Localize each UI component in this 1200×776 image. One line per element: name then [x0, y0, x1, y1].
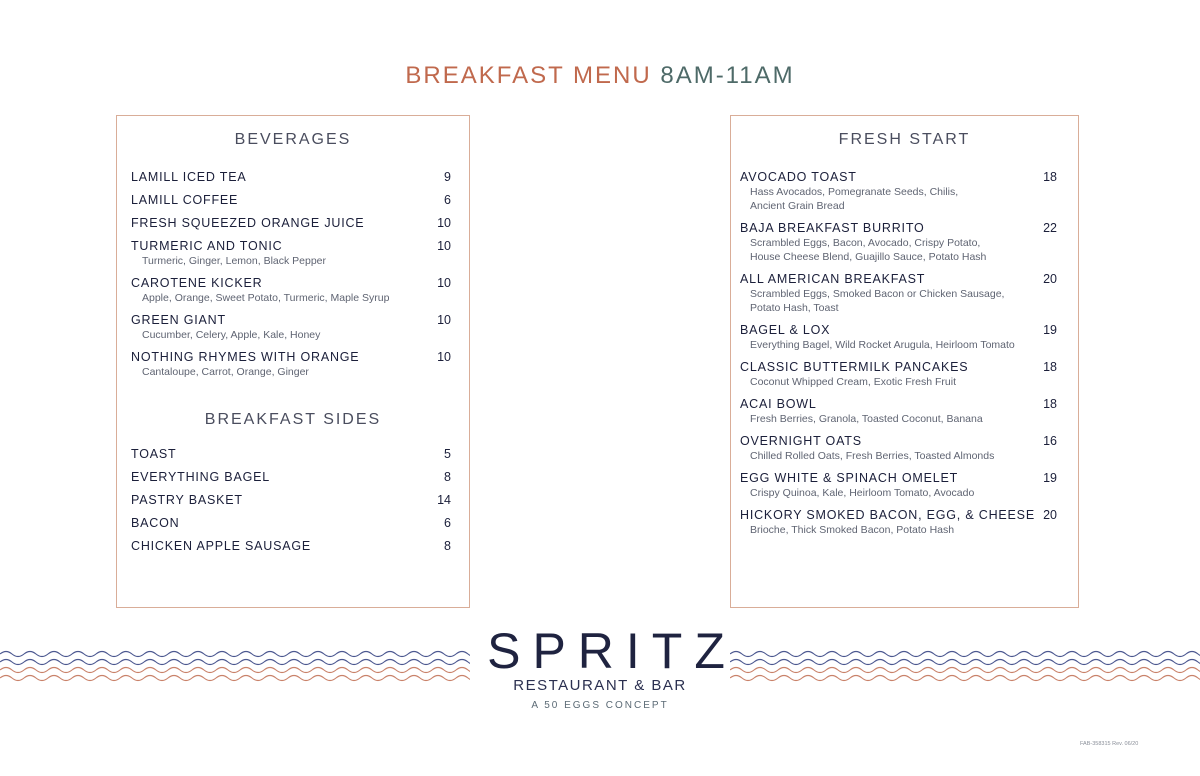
item-price: 22: [1043, 221, 1057, 235]
list-item: [740, 322, 1057, 359]
item-name: PASTRY BASKET: [131, 493, 243, 507]
item-name: EGG WHITE & SPINACH OMELET: [740, 471, 959, 485]
item-name: LAMILL ICED TEA: [131, 170, 247, 184]
item-price: 19: [1043, 471, 1057, 485]
item-name: CHICKEN APPLE SAUSAGE: [131, 539, 312, 553]
list-item: [740, 470, 1057, 507]
revision-code: FAB-358315 Rev. 06/20: [1080, 741, 1139, 747]
item-price: 18: [1043, 360, 1057, 374]
item-name: ACAI BOWL: [740, 397, 817, 411]
beverages-list: [131, 169, 451, 386]
brand-tagline: A 50 EGGS CONCEPT: [531, 700, 669, 711]
brand-logo-name: SPRITZ: [487, 623, 737, 679]
item-price: 14: [437, 493, 451, 507]
item-price: 8: [444, 539, 451, 553]
item-name: BAGEL & LOX: [740, 323, 831, 337]
list-item: [131, 349, 451, 386]
list-item: [131, 538, 451, 561]
list-item: [740, 396, 1057, 433]
item-price: 10: [437, 216, 451, 230]
list-item: [131, 215, 451, 238]
item-description: Ancient Grain Bread: [750, 200, 845, 212]
item-price: 6: [444, 193, 451, 207]
item-description: Hass Avocados, Pomegranate Seeds, Chilis,: [750, 186, 959, 198]
item-description: Cantaloupe, Carrot, Orange, Ginger: [142, 366, 309, 378]
item-name: TURMERIC AND TONIC: [131, 239, 283, 253]
list-item: [740, 359, 1057, 396]
list-item: [131, 192, 451, 215]
list-item: [740, 220, 1057, 271]
item-price: 9: [444, 170, 451, 184]
list-item: [131, 446, 451, 469]
list-item: [131, 515, 451, 538]
item-description: Crispy Quinoa, Kale, Heirloom Tomato, Avocado: [750, 487, 975, 499]
item-name: CAROTENE KICKER: [131, 276, 263, 290]
list-item: [131, 169, 451, 192]
item-price: 10: [437, 239, 451, 253]
item-price: 20: [1043, 272, 1057, 286]
item-price: 10: [437, 350, 451, 364]
list-item: [740, 169, 1057, 220]
item-name: LAMILL COFFEE: [131, 193, 239, 207]
breakfast-sides-title: BREAKFAST SIDES: [204, 411, 382, 428]
item-description: House Cheese Blend, Guajillo Sauce, Potato Hash: [750, 251, 987, 263]
item-price: 8: [444, 470, 451, 484]
item-description: Potato Hash, Toast: [750, 302, 839, 314]
beverages-title: BEVERAGES: [234, 131, 352, 148]
list-item: [131, 312, 451, 349]
item-name: BAJA BREAKFAST BURRITO: [740, 221, 925, 235]
left-menu-panel: [116, 115, 470, 608]
item-price: 20: [1043, 508, 1057, 522]
list-item: [740, 507, 1057, 544]
fresh-start-list: [740, 169, 1057, 544]
item-name: FRESH SQUEEZED ORANGE JUICE: [131, 216, 365, 230]
item-description: Fresh Berries, Granola, Toasted Coconut, Banana: [750, 413, 983, 425]
menu-title-text: BREAKFAST MENU: [405, 62, 652, 89]
item-price: 10: [437, 313, 451, 327]
list-item: [740, 271, 1057, 322]
item-description: Scrambled Eggs, Bacon, Avocado, Crispy Potato,: [750, 237, 981, 249]
item-price: 16: [1043, 434, 1057, 448]
brand-subtitle: RESTAURANT & BAR: [513, 677, 687, 694]
item-price: 18: [1043, 170, 1057, 184]
item-description: Coconut Whipped Cream, Exotic Fresh Fruit: [750, 376, 956, 388]
list-item: [740, 433, 1057, 470]
item-price: 19: [1043, 323, 1057, 337]
fresh-start-title: FRESH START: [838, 131, 971, 148]
right-menu-panel: [730, 115, 1079, 608]
sides-list: [131, 446, 451, 561]
item-name: TOAST: [131, 447, 177, 461]
item-name: HICKORY SMOKED BACON, EGG, & CHEESE: [740, 508, 1035, 522]
item-description: Turmeric, Ginger, Lemon, Black Pepper: [142, 255, 327, 267]
item-name: CLASSIC BUTTERMILK PANCAKES: [740, 360, 969, 374]
list-item: [131, 492, 451, 515]
menu-hours: 8AM-11AM: [660, 62, 795, 89]
list-item: [131, 238, 451, 275]
item-name: BACON: [131, 516, 180, 530]
list-item: [131, 469, 451, 492]
item-price: 18: [1043, 397, 1057, 411]
item-description: Chilled Rolled Oats, Fresh Berries, Toasted Almonds: [750, 450, 995, 462]
item-description: Brioche, Thick Smoked Bacon, Potato Hash: [750, 524, 955, 536]
item-name: AVOCADO TOAST: [740, 170, 857, 184]
item-price: 10: [437, 276, 451, 290]
item-name: EVERYTHING BAGEL: [131, 470, 270, 484]
item-name: OVERNIGHT OATS: [740, 434, 862, 448]
item-name: ALL AMERICAN BREAKFAST: [740, 272, 926, 286]
item-price: 5: [444, 447, 451, 461]
menu-title: [0, 62, 1200, 90]
item-name: NOTHING RHYMES WITH ORANGE: [131, 350, 360, 364]
item-price: 6: [444, 516, 451, 530]
list-item: [131, 275, 451, 312]
item-description: Cucumber, Celery, Apple, Kale, Honey: [142, 329, 321, 341]
item-description: Everything Bagel, Wild Rocket Arugula, Heirloom Tomato: [750, 339, 1015, 351]
item-name: GREEN GIANT: [131, 313, 226, 327]
item-description: Scrambled Eggs, Smoked Bacon or Chicken Sausage,: [750, 288, 1005, 300]
item-description: Apple, Orange, Sweet Potato, Turmeric, Maple Syrup: [142, 292, 390, 304]
